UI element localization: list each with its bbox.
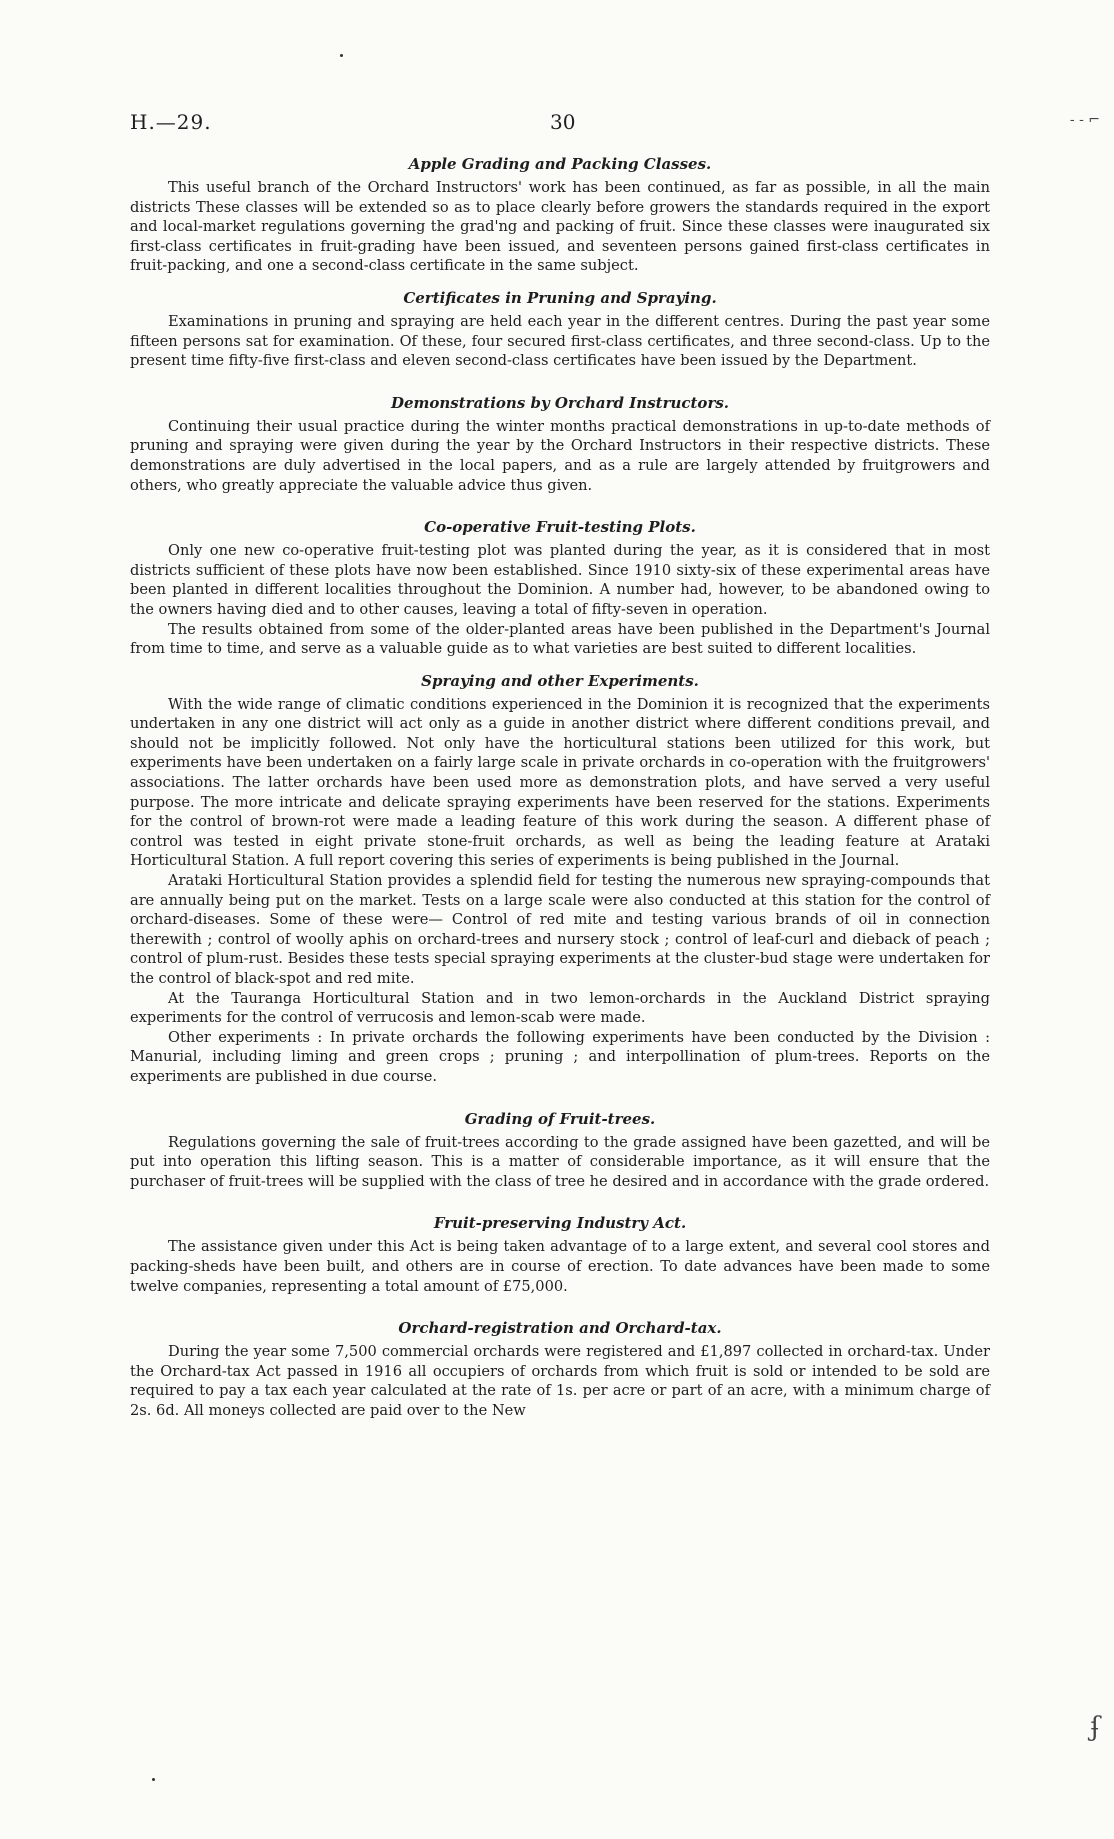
- paragraph: The assistance given under this Act is being taken advantage of to a large extent, and several cool stores and packing-sheds have been built, and others are in course of erection. To date advances have been made to some twelve companies, representing a total amount of £75,000.: [130, 1238, 990, 1295]
- section-demonstrations: [130, 393, 990, 495]
- section-heading: Grading of Fruit-trees.: [464, 1109, 656, 1128]
- section-heading: Apple Grading and Packing Classes.: [408, 155, 712, 173]
- section-heading: Demonstrations by Orchard Instructors.: [390, 393, 730, 412]
- scan-speck: [152, 1778, 155, 1781]
- paragraph: At the Tauranga Horticultural Station and in two lemon-orchards in the Auckland District spraying experiments for the control of verrucosis and lemon-scab were made.: [130, 989, 990, 1027]
- section-fruit-preserving-act: [130, 1213, 990, 1296]
- paragraph: Arataki Horticultural Station provides a splendid field for testing the numerous new spraying-compounds that are annually being put on the market. Tests on a large scale were also conducted at this station for the control of orchard-diseases. Some of these were— Control of red mite and testing various brands of oil in connection therewith ; control of woolly aphis on orchard-trees and nursery stock ; control of leaf-curl and dieback of peach ; control of plum-rust. Besides these tests special spraying experiments at the cluster-bud stage were undertaken for the control of black-spot and red mite.: [130, 872, 990, 987]
- scan-speck: [340, 54, 343, 57]
- running-head: [130, 110, 990, 142]
- section-apple-grading: [130, 154, 990, 276]
- document-code: H.—29.: [130, 110, 212, 134]
- page-number: 30: [550, 110, 576, 134]
- section-orchard-registration: [130, 1318, 990, 1420]
- paragraph: This useful branch of the Orchard Instructors' work has been continued, as far as possible, in all the main districts These classes will be extended so as to place clearly before growers the standards required in the export and local-market regulations governing the grad'ng and packing of fruit. Since these classes were inaugurated six first-class certificates in fruit-grading have been issued, and seventeen persons gained first-class certificates in fruit-packing, and one a second-class certificate in the same subject.: [130, 179, 990, 275]
- paragraph: Only one new co-operative fruit-testing plot was planted during the year, as it is considered that in most districts sufficient of these plots have now been established. Since 1910 sixty-six of these experimental areas have been planted in different localities throughout the Dominion. A number had, however, to be abandoned owing to the owners having died and to other causes, leaving a total of fifty-seven in operation.: [130, 542, 990, 618]
- paragraph: Other experiments : In private orchards the following experiments have been conducted by the Division : Manurial, including liming and green crops ; pruning ; and interpollination of plum-trees. Reports on the experiments are published in due course.: [130, 1028, 990, 1085]
- scan-edge-mark: ‐ ‑ ⌐: [1069, 112, 1100, 128]
- section-heading: Co-operative Fruit-testing Plots.: [424, 518, 696, 537]
- section-heading: Fruit-preserving Industry Act.: [433, 1214, 687, 1233]
- paragraph: With the wide range of climatic conditions experienced in the Dominion it is recognized that the experiments undertaken in any one district will act only as a guide in another district where different conditions prevail, and should not be implicitly followed. Not only have the horticultural stations been utilized for this work, but experiments have been undertaken on a fairly large scale in private orchards in co-operation with the fruitgrowers' associations. The latter orchards have been used more as demonstration plots, and have served a very useful purpose. The more intricate and delicate spraying experiments have been reserved for the stations. Experiments for the control of brown-rot were made a leading feature of this work during the season. A different phase of control was tested in eight private stone-fruit orchards, as well as being the leading feature at Arataki Horticultural Station. A full report covering this series of experiments is being published in the Journal.: [130, 695, 990, 870]
- paragraph: During the year some 7,500 commercial orchards were registered and £1,897 collected in orchard-tax. Under the Orchard-tax Act passed in 1916 all occupiers of orchards from which fruit is sold or intended to be sold are required to pay a tax each year calculated at the rate of 1s. per acre or part of an acre, with a minimum charge of 2s. 6d. All moneys collected are paid over to the New: [130, 1343, 990, 1419]
- paragraph: Regulations governing the sale of fruit-trees according to the grade assigned have been gazetted, and will be put into operation this lifting season. This is a matter of considerable importance, as it will ensure that the purchaser of fruit-trees will be supplied with the class of tree he desired and in accordance with the grade ordered.: [130, 1133, 990, 1190]
- paragraph: Examinations in pruning and spraying are held each year in the different centres. During the past year some fifteen persons sat for examination. Of these, four secured first-class certificates, and three second-class. Up to the present time fifty-five first-class and eleven second-class certificates have been issued by the Department.: [130, 312, 990, 370]
- document-page: [130, 110, 990, 1421]
- section-spraying-experiments: [130, 671, 990, 1087]
- section-heading: Certificates in Pruning and Spraying.: [403, 288, 717, 307]
- section-fruit-testing-plots: [130, 517, 990, 659]
- scan-edge-mark: ʄ: [1090, 1712, 1100, 1742]
- paragraph: The results obtained from some of the older-planted areas have been published in the Department's Journal from time to time, and serve as a valuable guide as to what varieties are best suited to different localities.: [130, 620, 990, 658]
- paragraph: Continuing their usual practice during the winter months practical demonstrations in up-to-date methods of pruning and spraying were given during the year by the Orchard Instructors in their respective districts. These demonstrations are duly advertised in the local papers, and as a rule are largely attended by fruitgrowers and others, who greatly appreciate the valuable advice thus given.: [130, 417, 990, 494]
- section-certificates: [130, 288, 990, 371]
- section-grading-fruit-trees: [130, 1109, 990, 1192]
- section-heading: Orchard-registration and Orchard-tax.: [398, 1319, 722, 1338]
- section-heading: Spraying and other Experiments.: [421, 671, 699, 690]
